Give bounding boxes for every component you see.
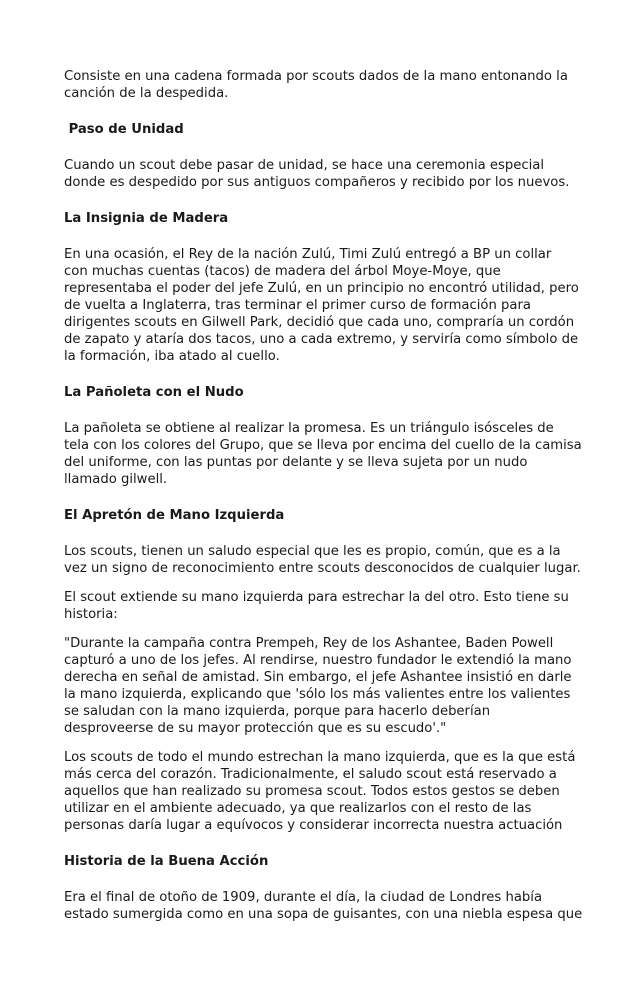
text-line: El scout extiende su mano izquierda para estrechar la del otro. Esto tiene su (64, 590, 569, 605)
paragraph (64, 749, 584, 834)
paragraph (64, 589, 584, 623)
text-line: personas daría lugar a equívocos y considerar incorrecta nuestra actuación (64, 818, 563, 833)
text-line: dirigentes scouts en Gilwell Park, decidió que cada uno, compraría un cordón (64, 315, 575, 330)
document-page (64, 68, 584, 923)
paragraph (64, 543, 584, 577)
text-line: Era el final de otoño de 1909, durante el día, la ciudad de Londres había (64, 890, 543, 905)
section-heading-insignia-de-madera: La Insignia de Madera (64, 211, 229, 226)
paragraph (64, 246, 584, 365)
paragraph (64, 635, 584, 737)
paragraph (64, 420, 584, 488)
text-line: de zapato y ataría dos tacos, uno a cada extremo, y serviría como símbolo de (64, 332, 579, 347)
text-line: de vuelta a Inglaterra, tras terminar el primer curso de formación para (64, 298, 531, 313)
text-line: historia: (64, 607, 118, 622)
section-heading-apreton-de-mano-izquierda: El Apretón de Mano Izquierda (64, 508, 285, 523)
text-line: derecha en señal de amistad. Sin embargo, el jefe Ashantee insistió en darle (64, 670, 572, 685)
text-line: la mano izquierda, explicando que 'sólo los más valientes entre los valientes (64, 687, 571, 702)
text-line: tela con los colores del Grupo, que se lleva por encima del cuello de la camisa (64, 438, 582, 453)
text-line: canción de la despedida. (64, 86, 229, 101)
text-line: representaba el poder del jefe Zulú, en un principio no encontró utilidad, pero (64, 281, 579, 296)
text-line: donde es despedido por sus antiguos compañeros y recibido por los nuevos. (64, 175, 570, 190)
text-line: En una ocasión, el Rey de la nación Zulú, Timi Zulú entregó a BP un collar (64, 247, 552, 262)
section-heading-panoleta-con-el-nudo: La Pañoleta con el Nudo (64, 385, 244, 400)
text-line: la formación, iba atado al cuello. (64, 349, 280, 364)
text-line: aquellos que han realizado su promesa scout. Todos estos gestos se deben (64, 784, 560, 799)
text-line: capturó a uno de los jefes. Al rendirse, nuestro fundador le extendió la mano (64, 653, 572, 668)
text-line: con muchas cuentas (tacos) de madera del árbol Moye-Moye, que (64, 264, 501, 279)
paragraph (64, 889, 584, 923)
text-line: Los scouts de todo el mundo estrechan la mano izquierda, que es la que está (64, 750, 576, 765)
text-line: del uniforme, con las puntas por delante y se lleva sujeta por un nudo (64, 455, 528, 470)
text-line: Los scouts, tienen un saludo especial que les es propio, común, que es a la (64, 544, 561, 559)
text-line: vez un signo de reconocimiento entre scouts desconocidos de cualquier lugar. (64, 561, 581, 576)
text-line: "Durante la campaña contra Prempeh, Rey de los Ashantee, Baden Powell (64, 636, 554, 651)
text-line: La pañoleta se obtiene al realizar la promesa. Es un triángulo isósceles de (64, 421, 554, 436)
section-heading-historia-buena-accion: Historia de la Buena Acción (64, 854, 269, 869)
intro-paragraph (64, 68, 584, 102)
text-line: Consiste en una cadena formada por scouts dados de la mano entonando la (64, 69, 568, 84)
text-line: utilizar en el ambiente adecuado, ya que realizarlos con el resto de las (64, 801, 532, 816)
section-heading-paso-de-unidad: Paso de Unidad (64, 122, 184, 137)
text-line: se saludan con la mano izquierda, porque para hacerlo deberían (64, 704, 491, 719)
text-line: estado sumergida como en una sopa de guisantes, con una niebla espesa que (64, 907, 583, 922)
paragraph (64, 157, 584, 191)
text-line: más cerca del corazón. Tradicionalmente, el saludo scout está reservado a (64, 767, 557, 782)
text-line: llamado gilwell. (64, 472, 168, 487)
text-line: desproveerse de su mayor protección que es su escudo'." (64, 721, 447, 736)
text-line: Cuando un scout debe pasar de unidad, se hace una ceremonia especial (64, 158, 545, 173)
